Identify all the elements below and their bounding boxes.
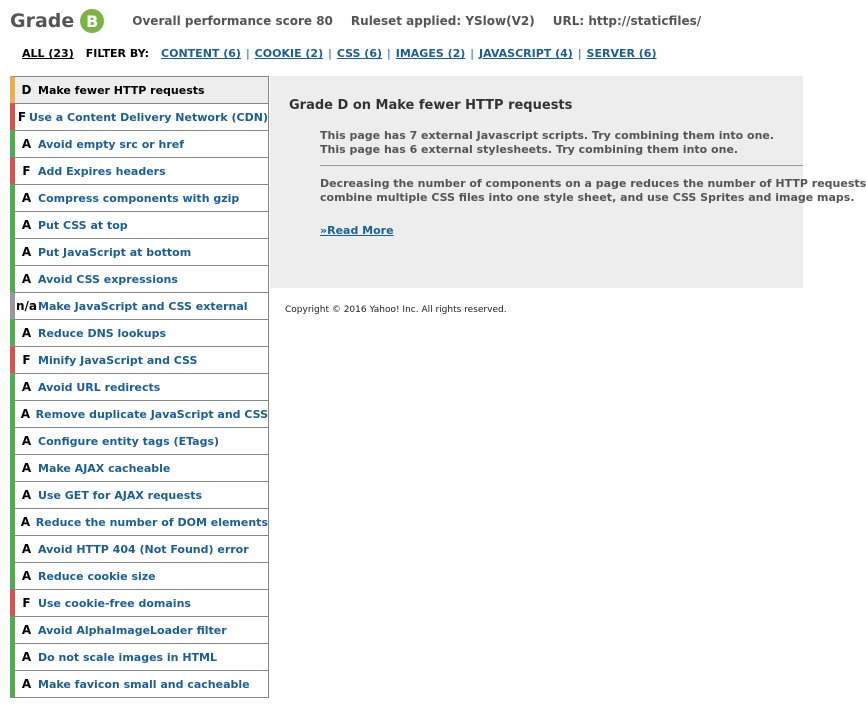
detail-description-line: Decreasing the number of components on a page reduces the number of HTTP requests xyxy=(320,177,866,190)
detail-title: Grade D on Make fewer HTTP requests xyxy=(289,98,573,113)
filter-separator: | xyxy=(577,47,582,60)
rule-row[interactable] xyxy=(10,643,269,670)
rule-row[interactable] xyxy=(10,157,269,184)
rule-row[interactable] xyxy=(10,616,269,643)
rule-row[interactable] xyxy=(10,589,269,616)
rule-label[interactable]: Add Expires headers xyxy=(38,164,166,178)
page-url: URL: http://staticfiles/ xyxy=(552,14,702,28)
read-more-link[interactable]: »Read More xyxy=(320,224,394,237)
filter-content-link[interactable]: CONTENT (6) xyxy=(161,47,241,60)
rule-grade: A xyxy=(21,191,32,205)
filter-all-link[interactable]: ALL (23) xyxy=(22,47,74,60)
rule-label[interactable]: Use a Content Delivery Network (CDN) xyxy=(29,110,268,124)
filter-bar xyxy=(22,47,657,60)
rule-label[interactable]: Avoid HTTP 404 (Not Found) error xyxy=(38,542,249,556)
rule-grade: A xyxy=(21,623,32,637)
overall-grade-badge: B xyxy=(80,9,104,33)
ruleset-applied: Ruleset applied: YSlow(V2) xyxy=(350,14,535,28)
rule-row[interactable] xyxy=(10,400,269,427)
rule-grade: A xyxy=(21,272,32,286)
rule-grade: A xyxy=(20,515,31,529)
detail-messages xyxy=(320,129,774,157)
rule-row[interactable] xyxy=(10,319,269,346)
rule-detail-panel xyxy=(270,76,866,288)
grade-heading: Grade xyxy=(10,10,75,32)
rule-grade: A xyxy=(21,542,32,556)
rule-label[interactable]: Reduce cookie size xyxy=(38,569,156,583)
rule-label[interactable]: Reduce DNS lookups xyxy=(38,326,166,340)
rule-grade: A xyxy=(21,218,32,232)
filter-cookie-link[interactable]: COOKIE (2) xyxy=(254,47,324,60)
rule-grade: A xyxy=(21,137,32,151)
detail-message: This page has 6 external stylesheets. Try combining them into one. xyxy=(320,143,739,156)
rule-label[interactable]: Compress components with gzip xyxy=(38,191,240,205)
rule-grade: A xyxy=(20,407,30,421)
performance-score: Overall performance score 80 xyxy=(132,14,333,28)
rule-row[interactable] xyxy=(10,373,269,400)
rule-list xyxy=(10,76,269,698)
rule-label[interactable]: Make favicon small and cacheable xyxy=(38,677,250,691)
rule-label[interactable]: Avoid AlphaImageLoader filter xyxy=(38,623,227,637)
rule-label[interactable]: Remove duplicate JavaScript and CSS xyxy=(35,407,268,421)
rule-row[interactable] xyxy=(10,292,269,319)
rule-row[interactable] xyxy=(10,265,269,292)
filter-separator: | xyxy=(328,47,332,60)
rule-label[interactable]: Avoid URL redirects xyxy=(38,380,161,394)
rule-row[interactable] xyxy=(10,427,269,454)
detail-message: This page has 7 external Javascript scripts. Try combining them into one. xyxy=(320,129,775,142)
rule-label[interactable]: Reduce the number of DOM elements xyxy=(35,515,268,529)
rule-row[interactable] xyxy=(10,481,269,508)
rule-label[interactable]: Put JavaScript at bottom xyxy=(38,245,192,259)
rule-label[interactable]: Configure entity tags (ETags) xyxy=(38,434,220,448)
rule-row[interactable] xyxy=(10,454,269,481)
rule-label[interactable]: Minify JavaScript and CSS xyxy=(38,353,198,367)
filter-separator: | xyxy=(470,47,475,60)
rule-grade: F xyxy=(22,596,31,610)
rule-label[interactable]: Make AJAX cacheable xyxy=(38,461,171,475)
filter-images-link[interactable]: IMAGES (2) xyxy=(395,47,466,60)
rule-label[interactable]: Use GET for AJAX requests xyxy=(38,488,203,502)
rule-label[interactable]: Do not scale images in HTML xyxy=(38,650,218,664)
filter-javascript-link[interactable]: JAVASCRIPT (4) xyxy=(479,47,573,60)
filter-server-link[interactable]: SERVER (6) xyxy=(586,47,657,60)
detail-description-line: combine multiple CSS files into one style sheet, and use CSS Sprites and image maps. xyxy=(320,191,855,204)
rule-grade: F xyxy=(17,110,27,124)
rule-row[interactable] xyxy=(10,211,269,238)
rule-row[interactable] xyxy=(10,238,269,265)
copyright-text: Copyright © 2016 Yahoo! Inc. All rights reserved. xyxy=(285,305,507,315)
rule-label[interactable]: Use cookie-free domains xyxy=(38,596,191,610)
detail-divider xyxy=(320,165,803,166)
rule-grade: A xyxy=(21,677,32,691)
rule-row[interactable] xyxy=(10,184,269,211)
rule-grade: A xyxy=(21,245,32,259)
rule-label[interactable]: Avoid CSS expressions xyxy=(38,272,178,286)
rule-grade: n/a xyxy=(15,299,38,313)
filter-separator: | xyxy=(245,47,250,60)
rule-row[interactable] xyxy=(10,562,269,589)
rule-label[interactable]: Make JavaScript and CSS external xyxy=(38,299,248,313)
rule-grade: F xyxy=(22,353,31,367)
report-header xyxy=(10,6,701,36)
rule-row[interactable] xyxy=(10,670,269,697)
rule-grade: F xyxy=(22,164,31,178)
filter-separator: | xyxy=(387,47,391,60)
rule-grade: D xyxy=(21,83,32,97)
rule-grade: A xyxy=(21,461,32,475)
filter-by-label: FILTER BY: xyxy=(85,47,150,60)
rule-grade: A xyxy=(21,569,32,583)
rule-grade: A xyxy=(21,326,32,340)
rule-label[interactable]: Put CSS at top xyxy=(38,218,128,232)
rule-label[interactable]: Avoid empty src or href xyxy=(38,137,185,151)
detail-description xyxy=(320,177,866,205)
rule-row[interactable] xyxy=(10,346,269,373)
rule-grade: A xyxy=(21,650,32,664)
rule-row[interactable] xyxy=(10,76,269,103)
rule-row[interactable] xyxy=(10,130,269,157)
rule-row[interactable] xyxy=(10,535,269,562)
rule-grade: A xyxy=(21,380,32,394)
rule-label[interactable]: Make fewer HTTP requests xyxy=(38,83,205,97)
rule-row[interactable] xyxy=(10,508,269,535)
rule-row[interactable] xyxy=(10,103,269,130)
rule-grade: A xyxy=(21,434,32,448)
filter-css-link[interactable]: CSS (6) xyxy=(336,47,383,60)
rule-grade: A xyxy=(21,488,32,502)
